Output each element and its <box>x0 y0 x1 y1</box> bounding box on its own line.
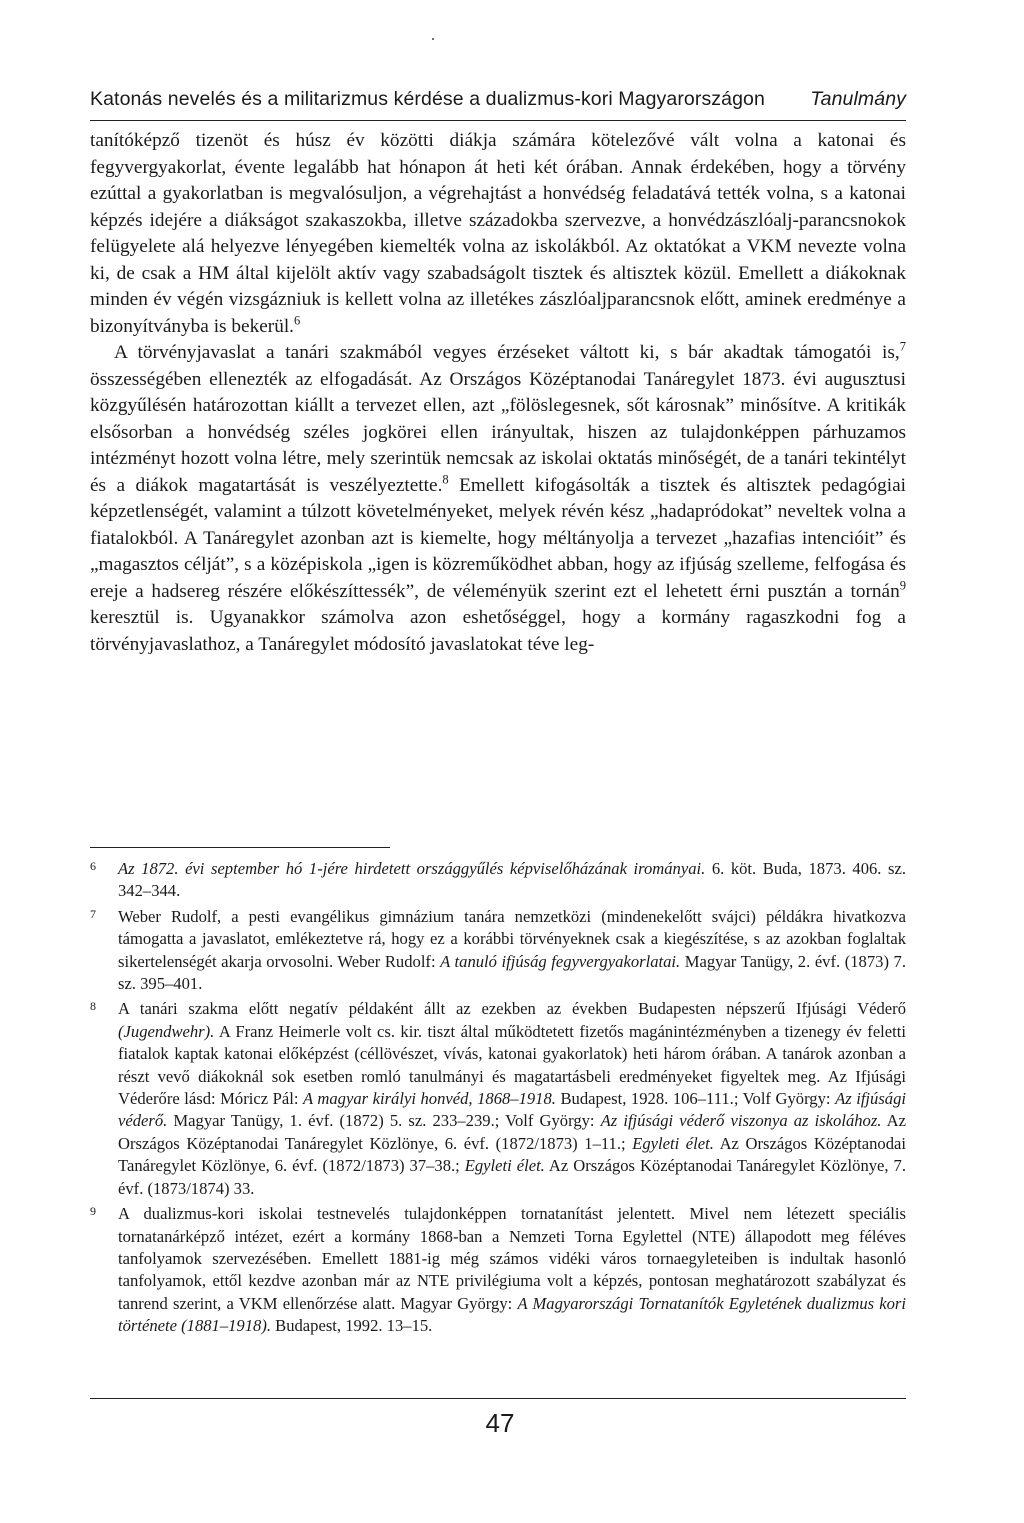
footnote-segment: Magyar Tanügy, 2. évf. (1873) 7. sz. 395–401. <box>118 951 906 994</box>
footnote-segment: 6. köt. Buda, 1873. 406. sz. 342–344. <box>118 859 906 901</box>
footnote-italic-segment: A tanuló ifjúság fegyvergyakorlatai. <box>440 951 681 971</box>
footnote-8 <box>90 998 906 1200</box>
paragraph-2-text-b: összességében ellenezték az elfogadását. Az Országos Középtanodai Tanáregylet 1873. évi augusztusi közgyűlésén határozottan kiállt a tervezet ellen, azt „fölöslegesnek, sőt károsnak” minősítve. A kritikák elsősorban a honvédség széles jogkörei ellen irányultak, hiszen az tulajdonképpen párhuzamos intézményt hozott volna létre, mely szerintük nemcsak az iskolai oktatás minőségét, de a tanári tekintélyt és a diákok magatartását is veszélyeztette. <box>90 368 906 496</box>
footnote-number: 8 <box>90 999 96 1014</box>
footnote-7 <box>90 906 906 996</box>
footnote-segment: Az Országos Középtanodai Tanáregylet Közlönye, 6. évf. (1872/1873) 1–11.; <box>118 1111 906 1153</box>
paragraph-1-text: tanítóképző tizenöt és húsz év közötti diákja számára kötelezővé vált volna a katonai és fegyvergyakorlat, évente legalább hat hónapon át heti két órában. Annak érdekében, hogy a törvény ezúttal a gyakorlatban is megvalósuljon, a végrehajtást a honvédség feladatává tették volna, s a katonai képzés idejére a diákságot szakaszokba, illetve századokba szervezve, a honvédzászlóalj-parancsnokok felügyelete alá helyezve lényegében kiemelték volna az iskolákból. Az oktatókat a VKM nevezte volna ki, de csak a HM által kijelölt aktív vagy szabadságolt tisztek és altisztek közül. Emellett a diákoknak minden év végén vizsgázniuk is kellett volna az illetékes zászlóaljparancsnok előtt, aminek eredménye a bizonyítványba is bekerül. <box>90 130 906 337</box>
footnote-6 <box>90 858 906 903</box>
footnote-separator <box>90 847 390 848</box>
body-text <box>90 128 906 658</box>
running-title: Katonás nevelés és a militarizmus kérdése a dualizmus-kori Magyarországon <box>90 88 765 110</box>
footnote-segment: Magyar Tanügy, 1. évf. (1872) 5. sz. 233–239.; Volf György: <box>167 1111 601 1131</box>
footnote-segment: Budapest, 1992. 13–15. <box>271 1316 433 1336</box>
footnote-text <box>118 1204 906 1335</box>
footnote-italic-segment: Az ifjúsági véderő viszonya az iskolához. <box>600 1111 882 1131</box>
footnote-number: 6 <box>90 859 96 873</box>
footnote-ref-6[interactable]: 6 <box>294 313 301 328</box>
paragraph-2-text-d: keresztül is. Ugyanakkor számolva azon eshetőséggel, hogy a kormány ragaszkodni fog a törvényjavaslathoz, a Tanáregylet módosító javaslatokat téve leg- <box>90 607 906 655</box>
paragraph-2 <box>90 340 906 658</box>
footnote-italic-segment: Az ifjúsági véderő. <box>118 1089 906 1131</box>
header-rule <box>90 120 906 121</box>
footnote-italic-segment: Egyleti élet. <box>464 1156 545 1176</box>
footnotes <box>90 858 906 1341</box>
footnote-italic-segment: (Jugendwehr). <box>118 1021 215 1041</box>
footnote-segment: Weber Rudolf, a pesti evangélikus gimnázium tanára nemzetközi (mindenekelőtt svájci) példákra hivatkozva támogatta a javaslatot, emlékeztetve rá, hogy ez a korábbi törvényeknek csak a kiegészítése, s az azokban foglaltak sikertelenségét akarja orvosolni. Weber Rudolf: <box>118 906 906 971</box>
footnote-ref-9[interactable]: 9 <box>899 578 906 593</box>
scan-speck <box>432 38 434 40</box>
footnote-italic-segment: A Magyarországi Tornatanítók Egyletének dualizmus kori története (1881–1918). <box>118 1293 906 1336</box>
section-label: Tanulmány <box>810 88 906 110</box>
footnote-segment: A Franz Heimerle volt cs. kir. tiszt által működtetett fizetős magánintézményben a tizenegy év feletti fiatalok kaptak katonai előképzést (céllövészet, vívás, katonai gyakorlatok) heti három órában. A tanárok azonban a részt vevő diákoknál sok esetben romló tanulmányi és magatartásbeli eredményeket figyeltek meg. Az Ifjúsági Véderőre lásd: Móricz Pál: <box>118 1021 906 1109</box>
footnote-text <box>118 999 906 1197</box>
footnote-number: 9 <box>90 1204 96 1219</box>
footnote-segment: Az Országos Középtanodai Tanáregylet Közlönye, 7. évf. (1873/1874) 33. <box>118 1156 906 1198</box>
page-number: 47 <box>485 1408 515 1438</box>
paragraph-2-text-c: Emellett kifogásolták a tisztek és altisztek pedagógiai képzetlenségét, valamint a túlzott követelményeket, melyek révén kész „hadapródokat” neveltek volna a fiatalokból. A Tanáregylet azonban azt is kiemelte, hogy méltányolja a tervezet „hazafias intencióit” és „magasztos célját”, s a középiskola „igen is közreműködhet abban, hogy az ifjúság szelleme, felfogása és ereje a hadsereg részére előkészíttessék”, de véleményük szerint ezt el lehetett érni pusztán a tornán <box>90 474 906 602</box>
footer-rule <box>90 1398 906 1399</box>
footnote-segment: A tanári szakma előtt negatív példaként állt az ezekben az években Budapesten népszerű Ifjúsági Véderő <box>118 999 906 1019</box>
footnote-text <box>118 907 906 993</box>
footnote-segment: A dualizmus-kori iskolai testnevelés tulajdonképpen tornatanítást jelentett. Mivel nem létezett speciális tornatanárképző intézet, ezért a kormány 1868-ban a Nemzeti Torna Egylettel (NTE) állapodott meg féléves tanfolyamok szervezésében. Emellett 1881-ig még számos vidéki város tornaegyleteiben is indultak hasonló tanfolyamok, ettől kezdve azonban már az NTE privilégiuma volt a képzés, pontosan meghatározott szabályzat és tanrend szerint, a VKM ellenőrzése alatt. Magyar György: <box>118 1204 906 1313</box>
footnote-italic-segment: A magyar királyi honvéd, 1868–1918. <box>303 1089 556 1109</box>
footnote-text <box>118 859 906 900</box>
footnote-italic-segment: Egyleti élet. <box>632 1133 714 1153</box>
footnote-number: 7 <box>90 906 96 921</box>
running-header <box>90 88 906 111</box>
paragraph-1 <box>90 128 906 340</box>
footnote-ref-7[interactable]: 7 <box>899 339 906 354</box>
footnote-segment: Az Országos Középtanodai Tanáregylet Közlönye, 6. évf. (1872/1873) 37–38.; <box>118 1133 906 1176</box>
footnote-italic-segment: Az 1872. évi september hó 1-jére hirdetett országgyűlés képviselőházának irományai. <box>118 859 706 878</box>
footnote-ref-8[interactable]: 8 <box>442 472 449 487</box>
footnote-segment: Budapest, 1928. 106–111.; Volf György: <box>555 1089 836 1109</box>
footnote-9 <box>90 1203 906 1337</box>
paragraph-2-text-a: A törvényjavaslat a tanári szakmából vegyes érzéseket váltott ki, s bár akadtak támogatói is, <box>114 342 900 363</box>
